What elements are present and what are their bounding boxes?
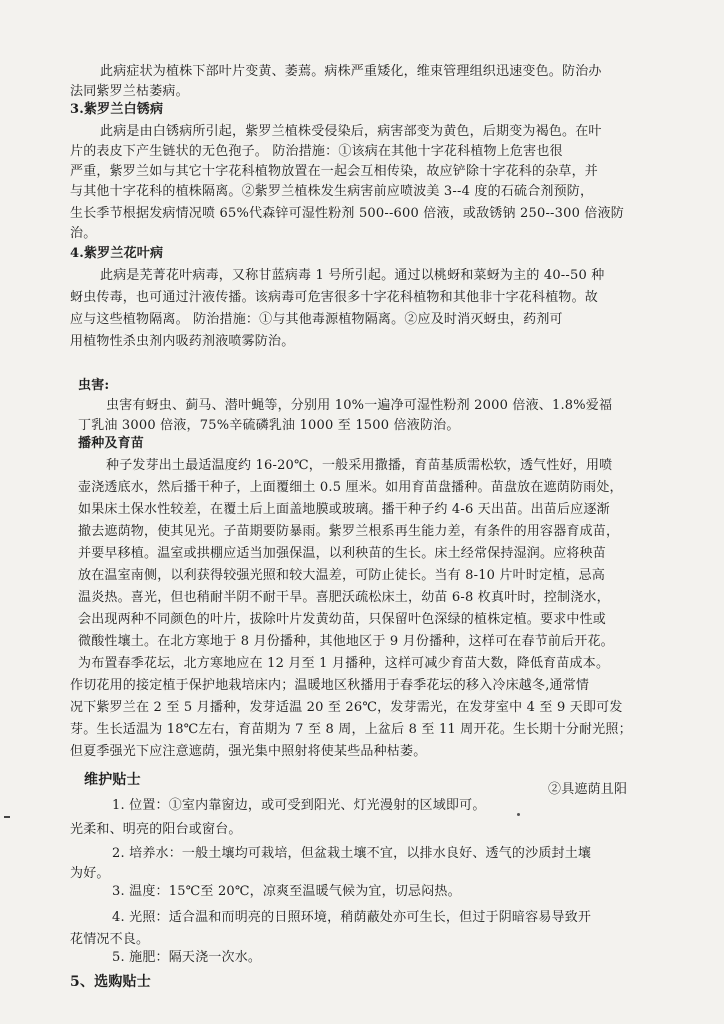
- paragraph-line: 法同紫罗兰枯萎病。: [70, 84, 189, 99]
- paragraph-line: 光柔和、明亮的阳台或窗台。: [70, 822, 242, 837]
- paragraph-line: 此病是芜菁花叶病毒，又称甘蓝病毒 1 号所引起。通过以桃蚜和菜蚜为主的 40--50 种: [100, 268, 605, 283]
- section-heading-buying-tips: 5、选购贴士: [70, 974, 151, 990]
- section-heading-sowing: 播种及育苗: [78, 436, 145, 451]
- section-heading-pests: 虫害:: [78, 378, 110, 393]
- paragraph-line: 温炎热。喜光，但也稍耐半阴不耐干旱。喜肥沃疏松床土，幼苗 6-8 枚真叶时，控制浇水，: [78, 590, 610, 605]
- section-heading-care-tips: 维护贴士: [84, 772, 141, 788]
- paragraph-line: 但夏季强光下应注意遮荫，强光集中照射将使某些品种枯萎。: [70, 744, 427, 759]
- paragraph-line: 治。: [70, 226, 97, 241]
- paragraph-line: 应与这些植物隔离。 防治措施：①与其他毒源植物隔离。②应及时消灭蚜虫，药剂可: [70, 312, 563, 327]
- paragraph-line: 虫害有蚜虫、蓟马、潜叶蝇等，分别用 10%一遍净可湿性粉剂 2000 倍液、1.8%爱福: [106, 398, 613, 413]
- paragraph-line: ②具遮荫且阳: [548, 782, 628, 797]
- paragraph-line: 作切花用的接定植于保护地栽培床内；温暖地区秋播用于春季花坛的移入冷床越冬,通常情: [70, 678, 590, 693]
- paragraph-line: 为好。: [70, 866, 110, 881]
- paragraph-line: 3. 温度：15℃至 20℃，凉爽至温暖气候为宜，切忌闷热。: [112, 884, 461, 899]
- paragraph-line: 如果床土保水性较差，在覆土后上面盖地膜或玻璃。播干种子约 4-6 天出苗。出苗后应逐渐: [78, 502, 610, 517]
- paragraph-line: 此病症状为植株下部叶片变黄、萎蔫。病株严重矮化，维束管理组织迅速变色。防治办: [100, 64, 602, 79]
- paragraph-line: 生长季节根据发病情况喷 65%代森锌可湿性粉剂 500--600 倍液，或敌锈钠 250--300 倍液防: [70, 206, 624, 221]
- paragraph-line: 用植物性杀虫剂内吸药剂液喷雾防治。: [70, 334, 295, 349]
- paragraph-line: 撤去遮荫物，使其见光。子苗期要防暴雨。紫罗兰根系再生能力差，有条件的用容器育成苗，: [78, 524, 620, 539]
- scan-dot: [517, 813, 520, 816]
- paragraph-line: 微酸性壤土。在北方寒地于 8 月份播种，其他地区于 9 月份播种，这样可在春节前后开花。: [78, 634, 614, 649]
- paragraph-line: 壶浇透底水，然后播干种子，上面覆细土 0.5 厘米。如用育苗盘播种。苗盘放在遮荫防雨处，: [78, 480, 623, 495]
- paragraph-line: 花情况不良。: [70, 932, 150, 947]
- paragraph-line: 蚜虫传毒，也可通过汁液传播。该病毒可危害很多十字花科植物和其他非十字花科植物。故: [70, 290, 599, 305]
- paragraph-line: 严重，紫罗兰如与其它十字花科植物放置在一起会互相传染，故应铲除十字花科的杂草，并: [70, 164, 599, 179]
- paragraph-line: 放在温室南侧，以利获得较强光照和较大温差，可防止徒长。当有 8-10 片叶时定植，忌高: [78, 568, 606, 583]
- paragraph-line: 5. 施肥：隔天浇一次水。: [112, 950, 262, 965]
- paragraph-line: 为布置春季花坛，北方寒地应在 12 月至 1 月播种，这样可减少育苗大数，降低育苗成本。: [78, 656, 610, 671]
- paragraph-line: 种子发芽出土最适温度约 16-20℃，一般采用撒播，育苗基质需松软，透气性好，用喷: [106, 458, 613, 473]
- paragraph-line: 片的表皮下产生链状的无色孢子。 防治措施：①该病在其他十字花科植物上危害也很: [70, 144, 563, 159]
- section-heading-white-rust: 3.紫罗兰白锈病: [70, 102, 164, 117]
- scan-mark: [4, 816, 10, 818]
- paragraph-line: 4. 光照：适合温和而明亮的日照环境，稍荫蔽处亦可生长，但过于阴暗容易导致开: [112, 910, 592, 925]
- paragraph-line: 会出现两种不同颜色的叶片，拔除叶片发黄幼苗，只保留叶色深绿的植株定植。要求中性或: [78, 612, 607, 627]
- paragraph-line: 芽。生长适温为 18℃左右，育苗期为 7 至 8 周，上盆后 8 至 11 周开花。生长期十分耐光照；: [70, 722, 632, 737]
- paragraph-line: 此病是由白锈病所引起，紫罗兰植株受侵染后，病害部变为黄色，后期变为褐色。在叶: [100, 124, 602, 139]
- paragraph-line: 并要早移植。温室或拱棚应适当加强保温，以利秧苗的生长。床土经常保持湿润。应将秧苗: [78, 546, 607, 561]
- paragraph-line: 与其他十字花科的植株隔离。②紫罗兰植株发生病害前应喷波美 3--4 度的石硫合剂预防，: [70, 184, 594, 199]
- paragraph-line: 况下紫罗兰在 2 至 5 月播种，发芽适温 20 至 26℃，发芽需光，在发芽室中 4 至 9 天即可发: [70, 700, 623, 715]
- paragraph-line: 丁乳油 3000 倍液，75%辛硫磷乳油 1000 至 1500 倍液防治。: [78, 418, 460, 433]
- paragraph-line: 1. 位置：①室内靠窗边，或可受到阳光、灯光漫射的区域即可。: [112, 798, 486, 813]
- paragraph-line: 2. 培养水：一般土壤均可栽培，但盆栽土壤不宜，以排水良好、透气的沙质封土壤: [112, 846, 592, 861]
- section-heading-mosaic: 4.紫罗兰花叶病: [70, 246, 164, 261]
